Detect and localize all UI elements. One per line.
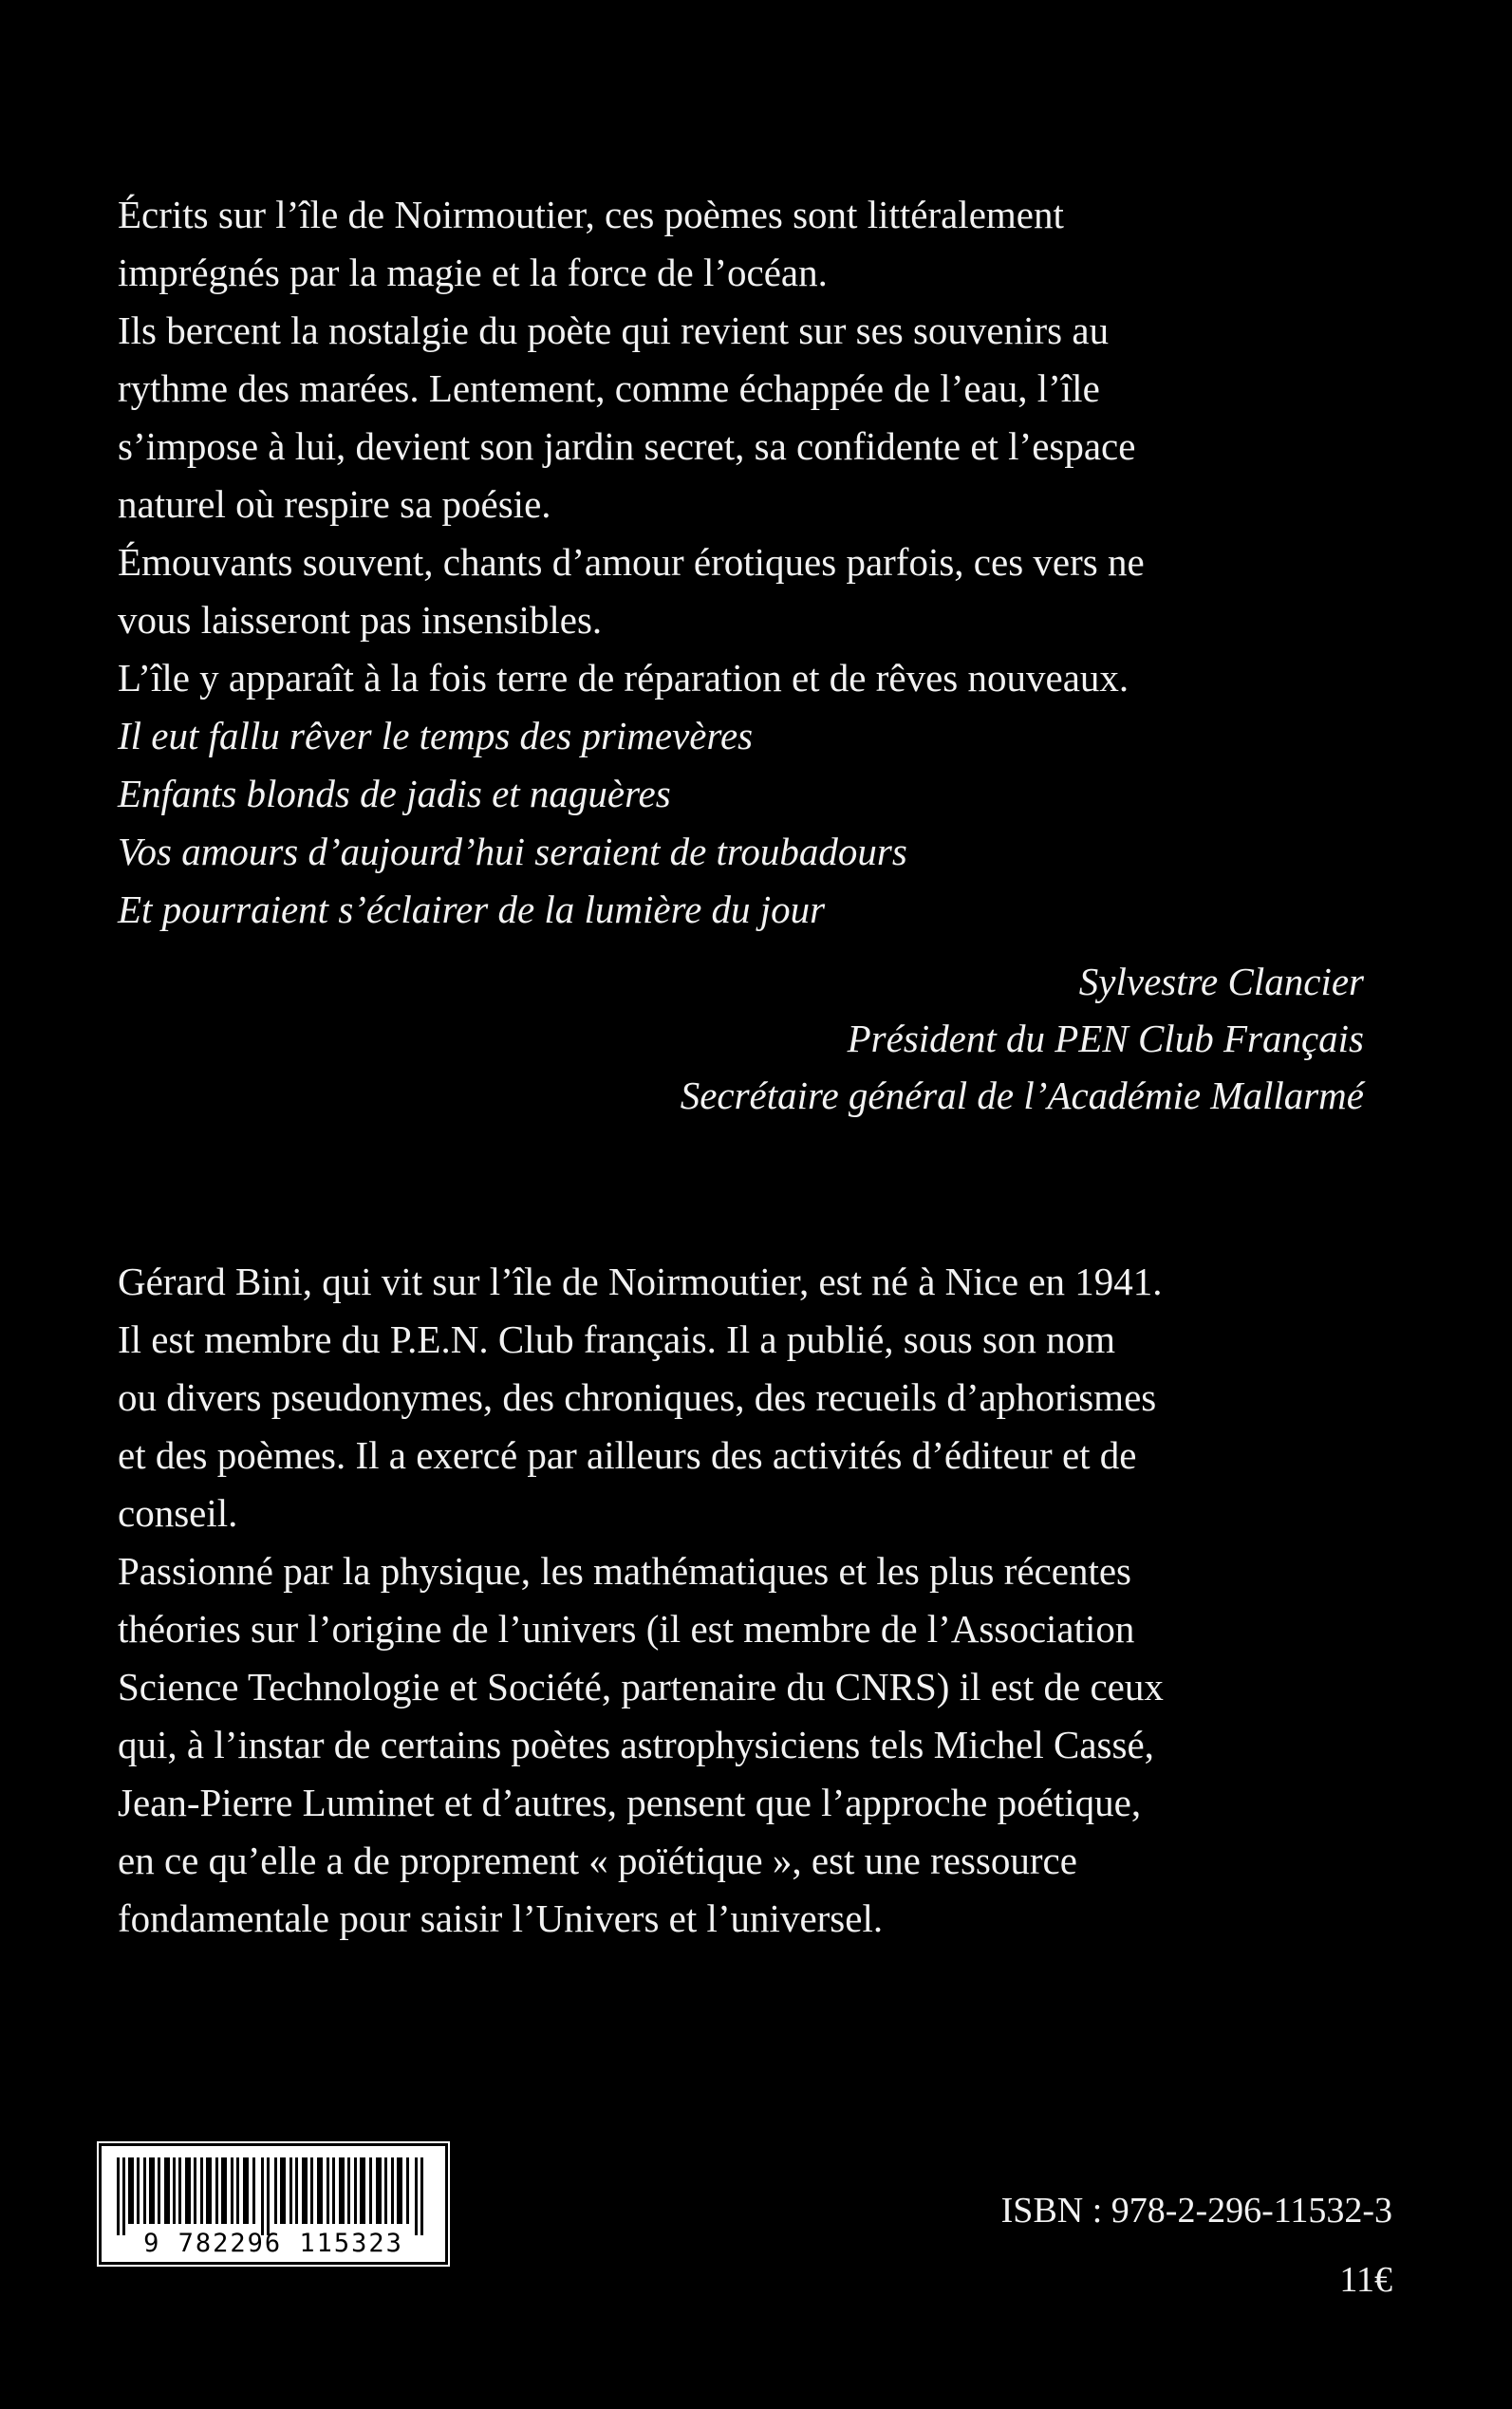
bio-line: et des poèmes. Il a exercé par ailleurs des activités d’éditeur et de [118, 1433, 1137, 1477]
intro-line: Écrits sur l’île de Noirmoutier, ces poèmes sont littéralement [118, 193, 1064, 236]
barcode-bars [111, 2157, 436, 2235]
bio-line: en ce qu’elle a de proprement « poïétique », est une ressource [118, 1839, 1077, 1882]
bio-line: Gérard Bini, qui vit sur l’île de Noirmoutier, est né à Nice en 1941. [118, 1260, 1163, 1303]
intro-paragraph [118, 186, 1145, 939]
intro-line: Émouvants souvent, chants d’amour érotiques parfois, ces vers ne [118, 540, 1145, 584]
verse-line: Vos amours d’aujourd’hui seraient de troubadours [118, 830, 907, 873]
intro-line: naturel où respire sa poésie. [118, 482, 551, 526]
bio-line: Jean-Pierre Luminet et d’autres, pensent que l’approche poétique, [118, 1781, 1142, 1824]
intro-line: L’île y apparaît à la fois terre de réparation et de rêves nouveaux. [118, 656, 1129, 700]
signature-title: Secrétaire général de l’Académie Mallarmé [680, 1074, 1364, 1117]
bio-line: théories sur l’origine de l’univers (il est membre de l’Association [118, 1607, 1135, 1651]
isbn-label: ISBN : 978-2-296-11532-3 [1000, 2191, 1392, 2231]
intro-line: imprégnés par la magie et la force de l’océan. [118, 251, 828, 294]
barcode-digits: 9 782296 115323 [143, 2229, 403, 2258]
signature-block [681, 953, 1364, 1124]
intro-line: s’impose à lui, devient son jardin secret, sa confidente et l’espace [118, 424, 1136, 468]
bio-line: qui, à l’instar de certains poètes astrophysiciens tels Michel Cassé, [118, 1723, 1154, 1766]
bio-line: conseil. [118, 1491, 238, 1535]
bio-line: fondamentale pour saisir l’Univers et l’universel. [118, 1896, 884, 1940]
author-bio [118, 1253, 1164, 1948]
signature-title: Président du PEN Club Français [847, 1017, 1364, 1060]
verse-line: Il eut fallu rêver le temps des primevères [118, 714, 754, 757]
intro-line: rythme des marées. Lentement, comme échappée de l’eau, l’île [118, 366, 1100, 410]
verse-line: Enfants blonds de jadis et naguères [118, 772, 671, 815]
bio-line: Il est membre du P.E.N. Club français. Il a publié, sous son nom [118, 1317, 1116, 1361]
bio-line: ou divers pseudonymes, des chroniques, des recueils d’aphorismes [118, 1375, 1157, 1419]
intro-line: vous laisseront pas insensibles. [118, 598, 603, 642]
bio-line: Passionné par la physique, les mathématiques et les plus récentes [118, 1549, 1132, 1593]
verse-line: Et pourraient s’éclairer de la lumière du jour [118, 887, 826, 931]
signature-name: Sylvestre Clancier [1078, 960, 1364, 1003]
bio-line: Science Technologie et Société, partenaire du CNRS) il est de ceux [118, 1665, 1164, 1709]
barcode [99, 2143, 448, 2265]
price-label: 11€ [1339, 2260, 1392, 2300]
intro-line: Ils bercent la nostalgie du poète qui revient sur ses souvenirs au [118, 308, 1110, 352]
